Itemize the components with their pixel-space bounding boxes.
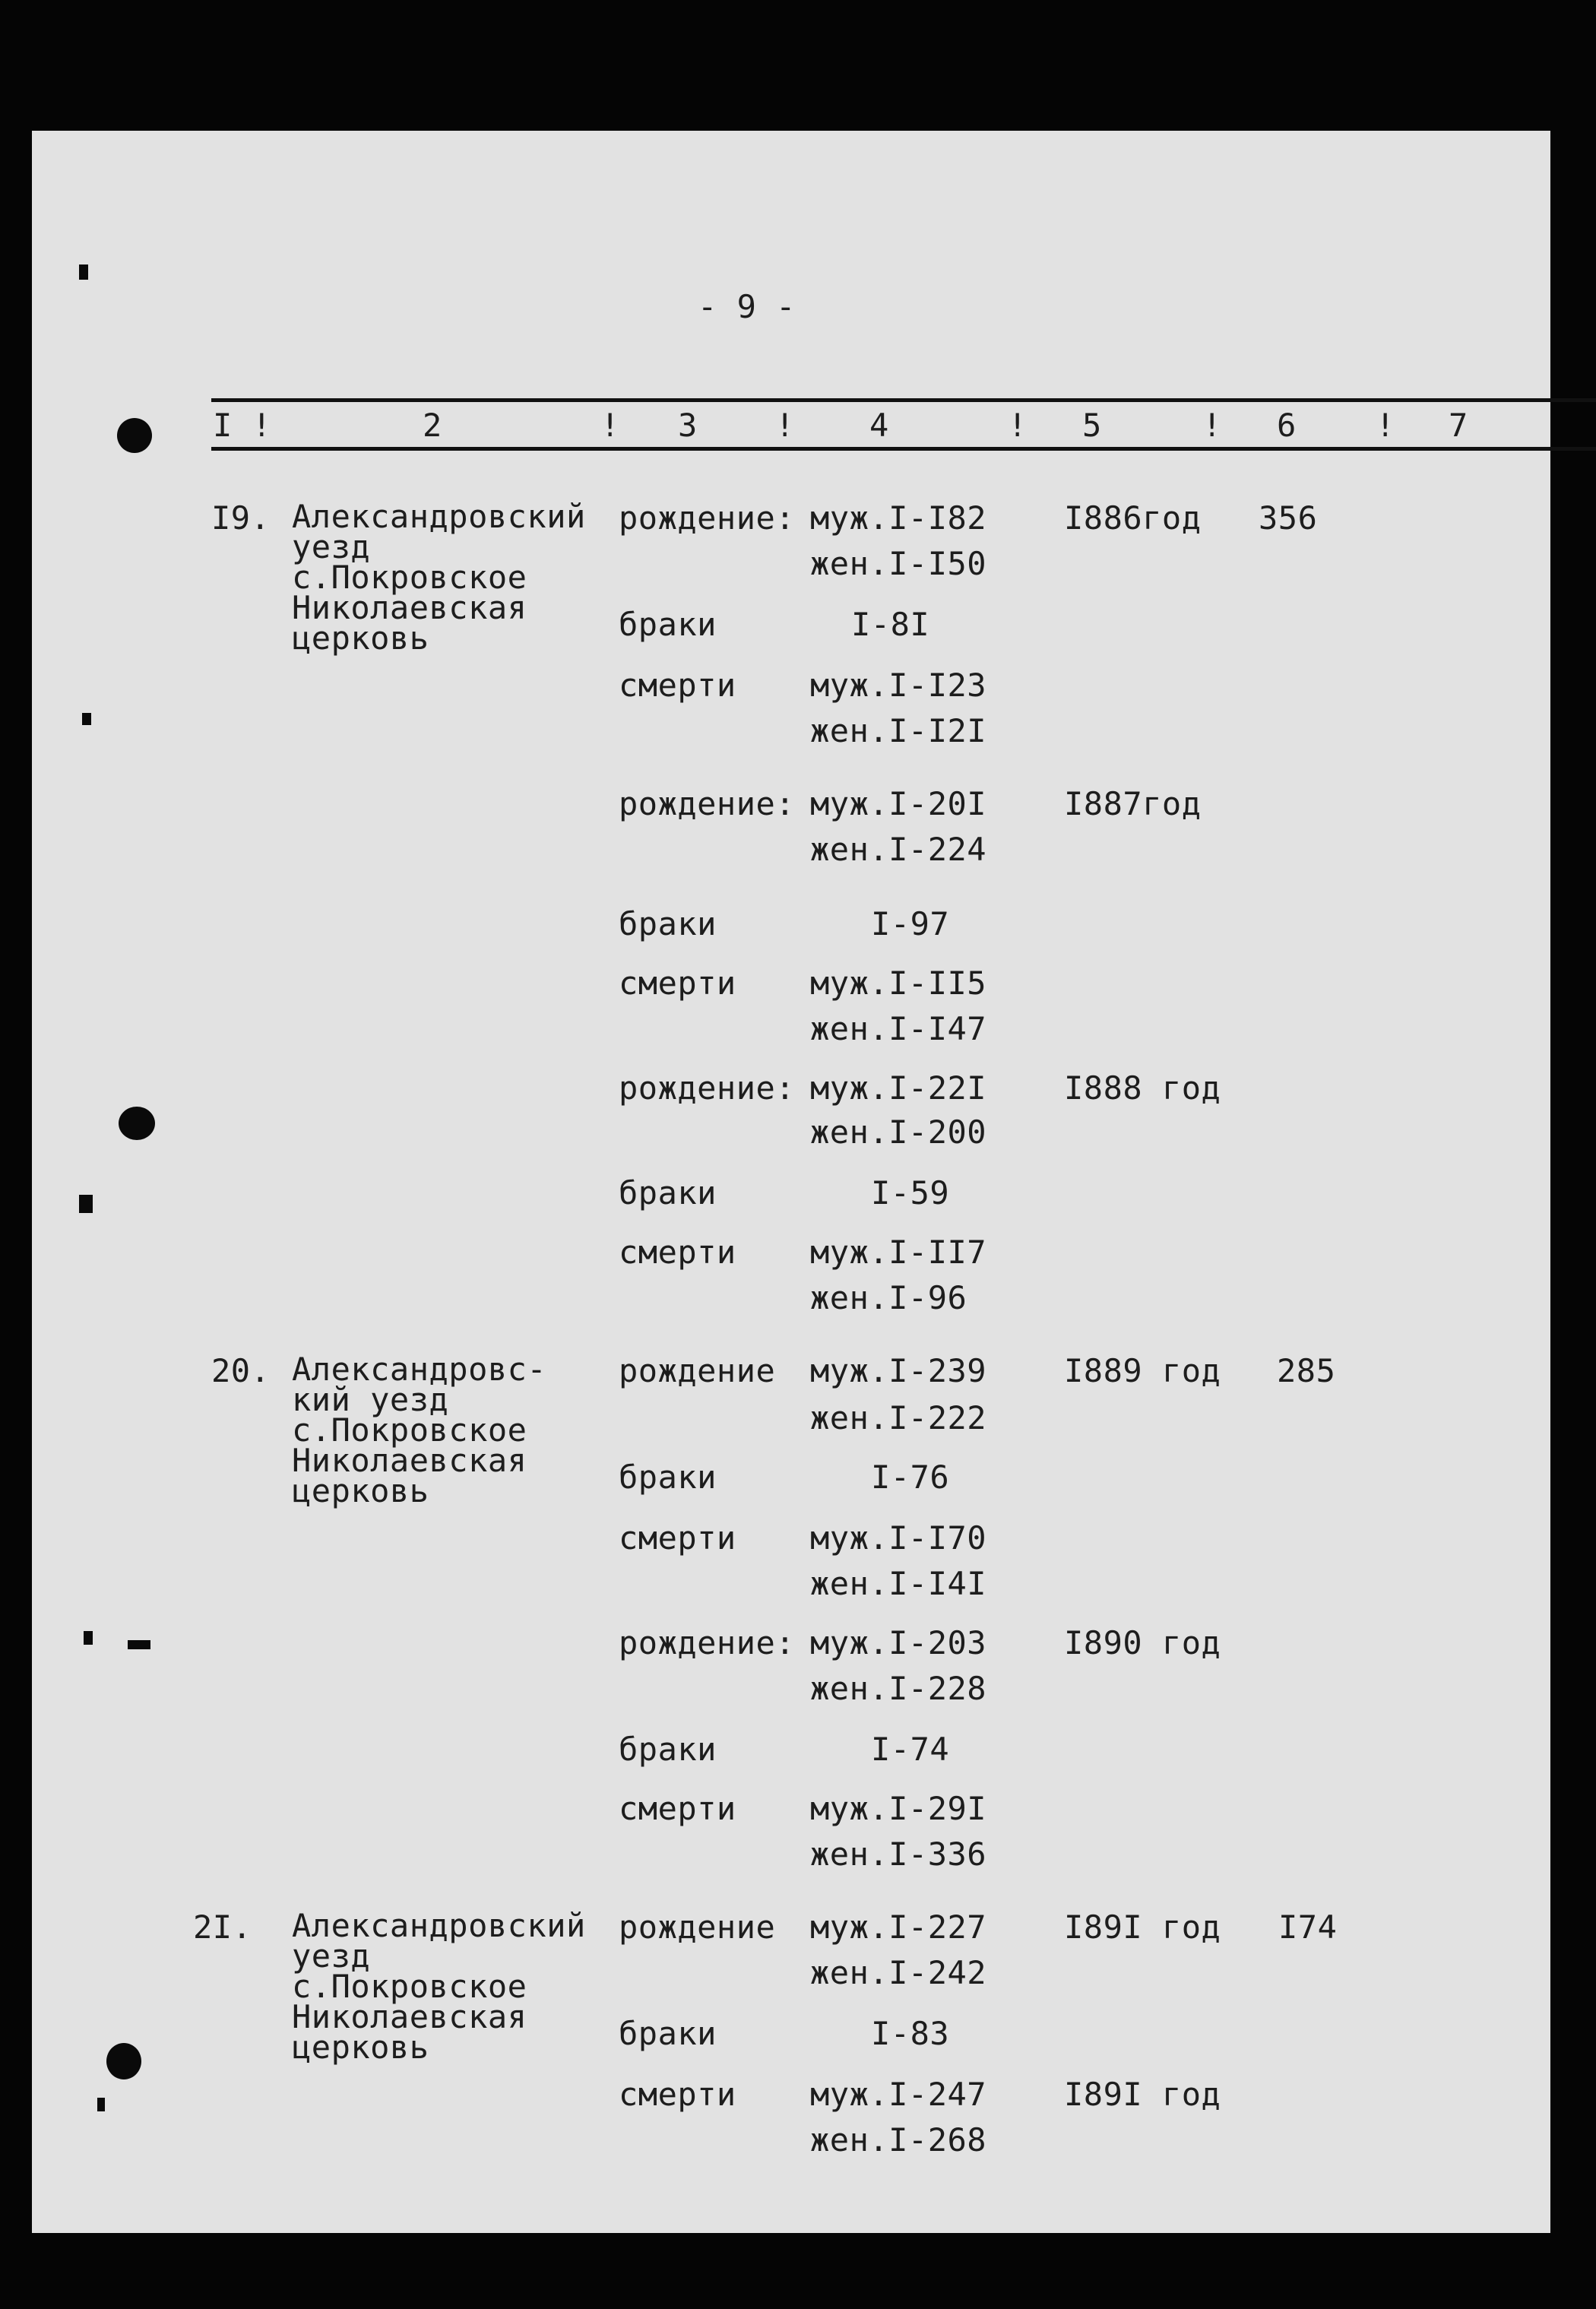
punch-hole <box>106 2043 141 2079</box>
record-type: смерти <box>619 1234 736 1271</box>
entry-sheet-count: 356 <box>1259 499 1318 537</box>
female-records: жен.I-I50 <box>810 545 987 582</box>
page-number: - 9 - <box>698 288 796 325</box>
male-records: муж.I-29I <box>810 1790 987 1827</box>
female-records: жен.I-222 <box>810 1399 987 1436</box>
female-records: жен.I-200 <box>810 1113 987 1151</box>
scan-mark <box>128 1640 150 1649</box>
male-records: муж.I-247 <box>810 2076 987 2113</box>
parish-location: Александровский уезд с.Покровское Николаевская церковь <box>292 1907 586 2066</box>
scan-mark <box>79 264 88 280</box>
record-type: браки <box>619 1174 717 1212</box>
male-records: муж.I-203 <box>810 1624 987 1661</box>
header-rule-bottom <box>211 447 1596 451</box>
male-records: муж.I-II5 <box>810 964 987 1002</box>
entry-number: 2I. <box>193 1908 252 1946</box>
marriage-records: I-8I <box>851 606 930 643</box>
punch-hole <box>119 1107 155 1140</box>
female-records: жен.I-268 <box>810 2121 987 2159</box>
scan-mark <box>97 2098 105 2111</box>
female-records: жен.I-242 <box>810 1954 987 1991</box>
column-separator: ! <box>1008 407 1028 444</box>
parish-location: Александровский уезд с.Покровское Николаевская церковь <box>292 498 586 657</box>
marriage-records: I-59 <box>871 1174 950 1212</box>
female-records: жен.I-224 <box>810 831 987 868</box>
marriage-records: I-97 <box>871 905 950 942</box>
record-type: браки <box>619 905 717 942</box>
male-records: муж.I-I82 <box>810 499 987 537</box>
scan-mark <box>82 713 91 725</box>
record-year: I889 год <box>1064 1352 1221 1389</box>
male-records: муж.I-I23 <box>810 667 987 704</box>
female-records: жен.I-336 <box>810 1835 987 1873</box>
record-type: рождение: <box>619 1624 796 1661</box>
record-year: I89I год <box>1064 1908 1221 1946</box>
record-year: I89I год <box>1064 2076 1221 2113</box>
record-type: браки <box>619 1459 717 1496</box>
column-separator: ! <box>600 407 620 444</box>
female-records: жен.I-I47 <box>810 1010 987 1047</box>
header-rule-top <box>211 398 1596 402</box>
record-year: I890 год <box>1064 1624 1221 1661</box>
column-header-3: 3 <box>678 407 698 444</box>
record-type: рождение: <box>619 785 796 822</box>
column-header-2: 2 <box>423 407 442 444</box>
entry-sheet-count: I74 <box>1278 1908 1338 1946</box>
female-records: жен.I-I2I <box>810 712 987 749</box>
scan-mark <box>84 1631 93 1645</box>
record-year: I888 год <box>1064 1069 1221 1107</box>
female-records: жен.I-96 <box>810 1279 967 1316</box>
entry-sheet-count: 285 <box>1277 1352 1336 1389</box>
male-records: муж.I-II7 <box>810 1234 987 1271</box>
female-records: жен.I-228 <box>810 1670 987 1707</box>
record-type: смерти <box>619 1519 736 1557</box>
column-header-5: 5 <box>1082 407 1102 444</box>
marriage-records: I-83 <box>871 2015 950 2052</box>
column-header-1: I ! <box>213 407 272 444</box>
record-type: рождение <box>619 1352 776 1389</box>
record-type: рождение <box>619 1908 776 1946</box>
record-type: браки <box>619 2015 717 2052</box>
column-header-6: 6 <box>1277 407 1297 444</box>
female-records: жен.I-I4I <box>810 1565 987 1602</box>
column-separator: ! <box>1376 407 1395 444</box>
male-records: муж.I-227 <box>810 1908 987 1946</box>
entry-number: 20. <box>211 1352 271 1389</box>
male-records: муж.I-239 <box>810 1352 987 1389</box>
record-type: смерти <box>619 964 736 1002</box>
record-type: браки <box>619 606 717 643</box>
parish-location: Александровс- кий уезд с.Покровское Николаевская церковь <box>292 1351 547 1509</box>
record-type: рождение: <box>619 499 796 537</box>
punch-hole <box>117 418 152 453</box>
male-records: муж.I-I70 <box>810 1519 987 1557</box>
marriage-records: I-74 <box>871 1731 950 1768</box>
scan-mark <box>79 1195 93 1213</box>
entry-number: I9. <box>211 499 271 537</box>
column-header-7: 7 <box>1449 407 1468 444</box>
record-type: смерти <box>619 2076 736 2113</box>
marriage-records: I-76 <box>871 1459 950 1496</box>
record-type: смерти <box>619 667 736 704</box>
record-year: I886год <box>1064 499 1202 537</box>
record-type: браки <box>619 1731 717 1768</box>
record-type: рождение: <box>619 1069 796 1107</box>
male-records: муж.I-22I <box>810 1069 987 1107</box>
column-separator: ! <box>1202 407 1222 444</box>
record-type: смерти <box>619 1790 736 1827</box>
column-header-4: 4 <box>869 407 889 444</box>
column-separator: ! <box>775 407 795 444</box>
record-year: I887год <box>1064 785 1202 822</box>
male-records: муж.I-20I <box>810 785 987 822</box>
